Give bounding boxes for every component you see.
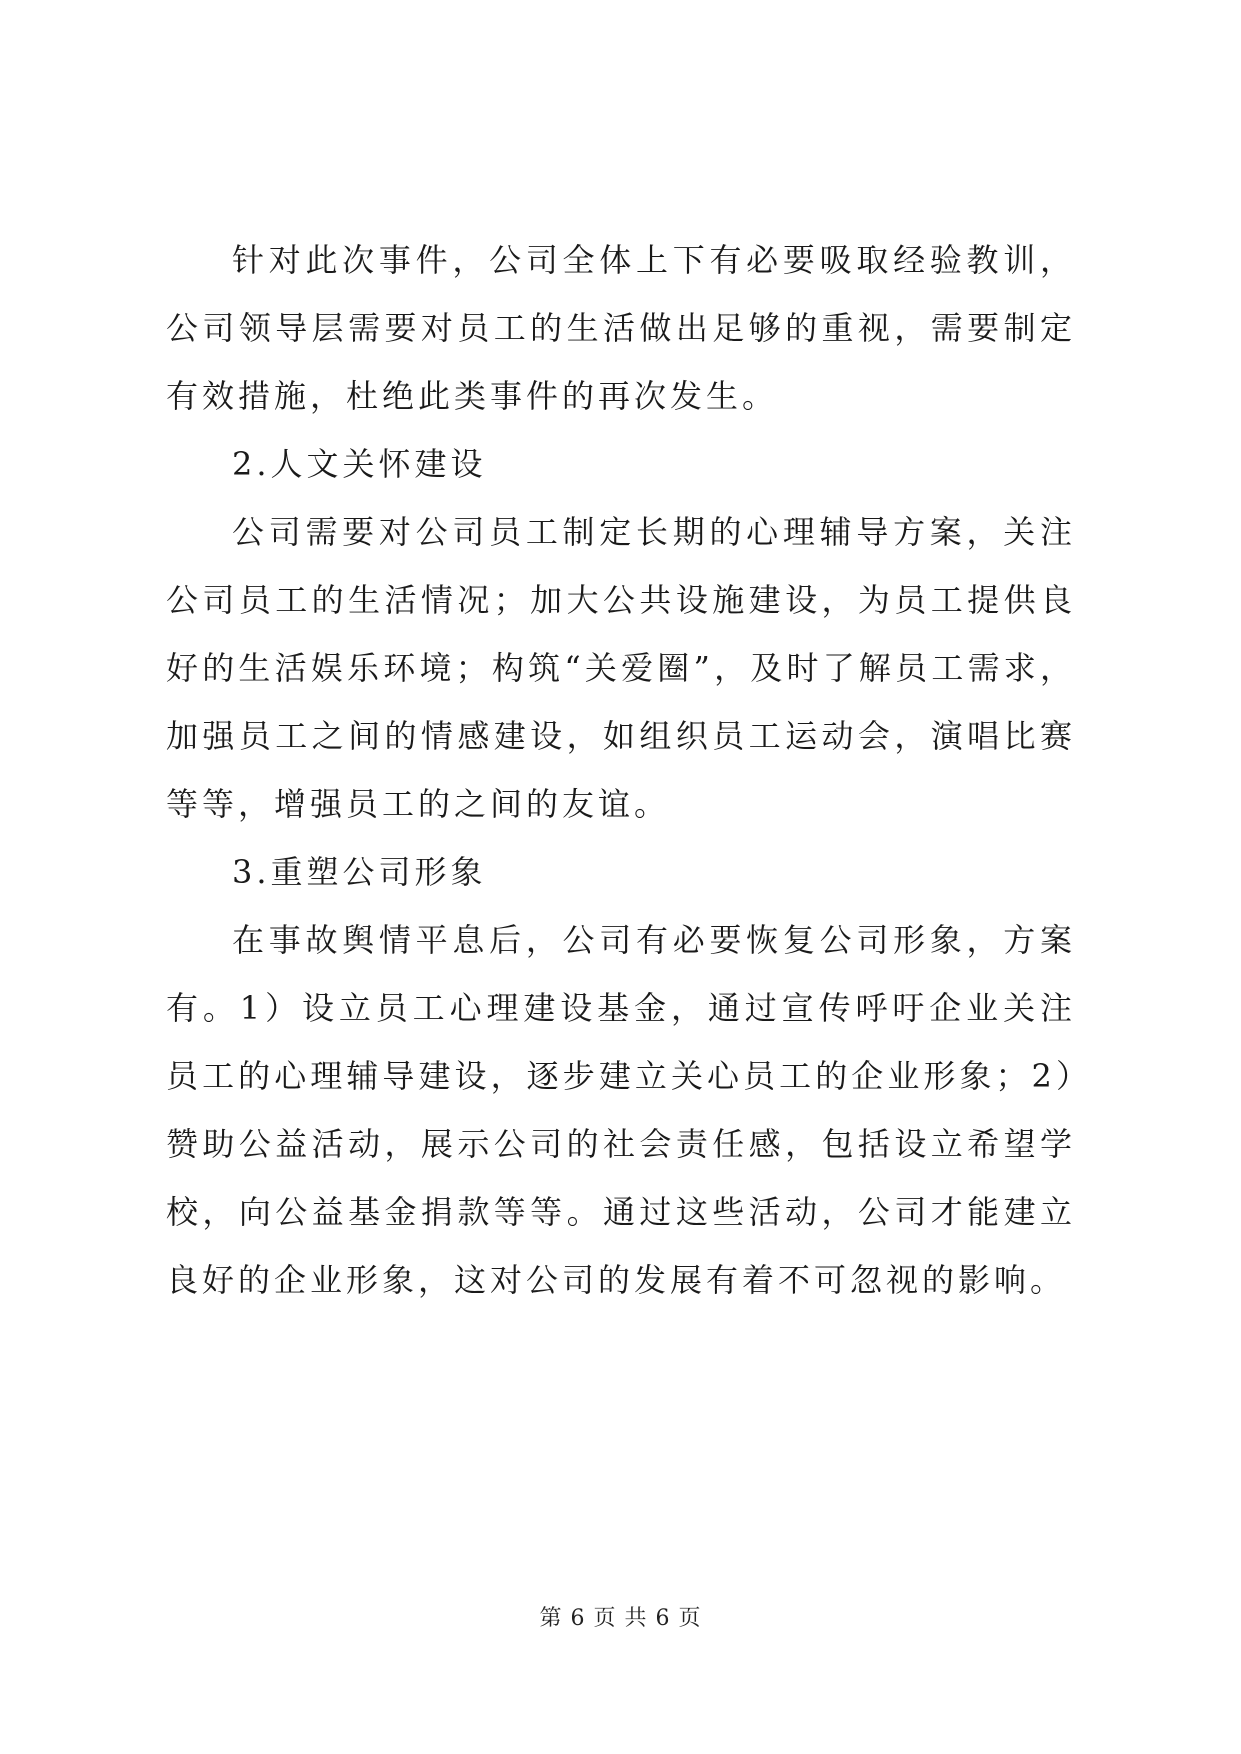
- section-heading-humanistic-care: 2.人文关怀建设: [232, 445, 487, 483]
- paragraph-incident-lessons: 针对此次事件，公司全体上下有必要吸取经验教训，公司领导层需要对员工的生活做出足够的重视，需要制定有效措施，杜绝此类事件的再次发生。: [166, 241, 1076, 415]
- page-number-label: 第 6 页 共 6 页: [539, 1606, 702, 1631]
- section-heading-reshape-image: 3.重塑公司形象: [232, 853, 487, 891]
- page-footer: [0, 1604, 1241, 1634]
- paragraph-reshape-image: 在事故舆情平息后，公司有必要恢复公司形象，方案有。1）设立员工心理建设基金，通过宣传呼吁企业关注员工的心理辅导建设，逐步建立关心员工的企业形象；2）赞助公益活动，展示公司的社会责任感，包括设立希望学校，向公益基金捐款等等。通过这些活动，公司才能建立良好的企业形象，这对公司的发展有着不可忽视的影响。: [166, 921, 1076, 1299]
- paragraph-humanistic-care: 公司需要对公司员工制定长期的心理辅导方案，关注公司员工的生活情况；加大公共设施建设，为员工提供良好的生活娱乐环境；构筑“关爱圈”，及时了解员工需求，加强员工之间的情感建设，如组织员工运动会，演唱比赛等等，增强员工的之间的友谊。: [166, 513, 1076, 823]
- document-body: [166, 226, 1076, 1314]
